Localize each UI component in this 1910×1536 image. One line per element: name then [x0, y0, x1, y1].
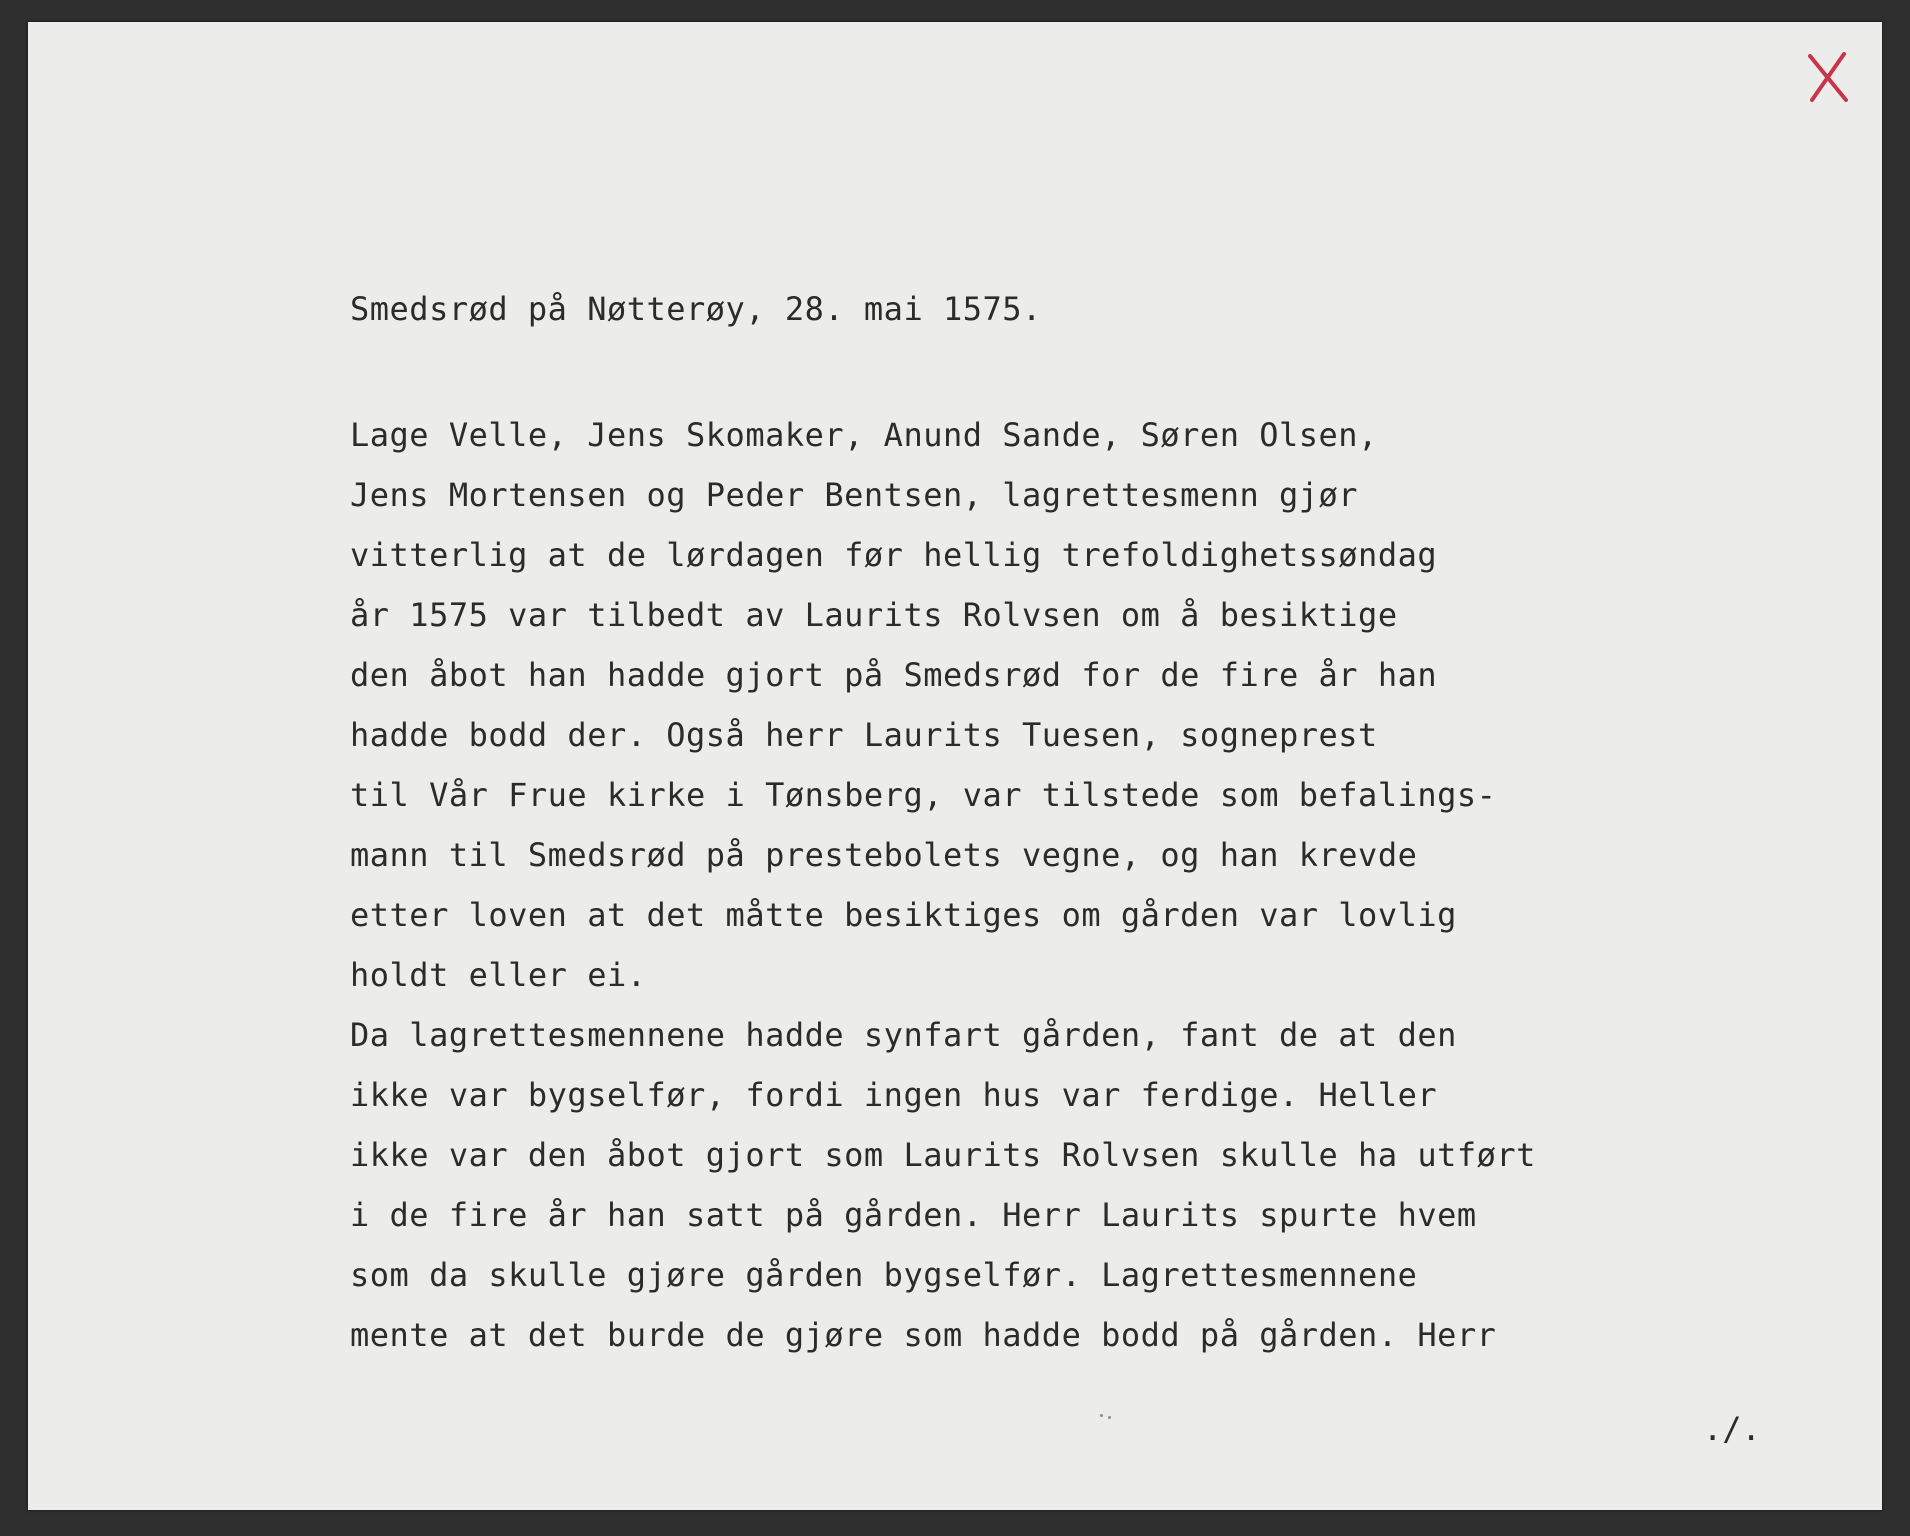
body-line-3: vitterlig at de lørdagen før hellig trefoldighetssøndag — [350, 536, 1438, 574]
body-line-16: mente at det burde de gjøre som hadde bodd på gården. Herr — [350, 1316, 1497, 1354]
body-line-10: holdt eller ei. — [350, 956, 647, 994]
body-line-13: ikke var den åbot gjort som Laurits Rolvsen skulle ha utført — [350, 1136, 1536, 1174]
document-page — [28, 22, 1882, 1510]
paper-speck — [1100, 1414, 1103, 1417]
body-line-5: den åbot han hadde gjort på Smedsrød for de fire år han — [350, 656, 1438, 694]
body-line-2: Jens Mortensen og Peder Bentsen, lagrettesmenn gjør — [350, 476, 1359, 514]
body-line-6: hadde bodd der. Også herr Laurits Tuesen, sogneprest — [350, 716, 1378, 754]
red-x-mark — [1804, 52, 1852, 104]
body-line-8: mann til Smedsrød på prestebolets vegne, og han krevde — [350, 836, 1418, 874]
body-line-15: som da skulle gjøre gården bygselfør. Lagrettesmennene — [350, 1256, 1418, 1294]
body-line-1: Lage Velle, Jens Skomaker, Anund Sande, Søren Olsen, — [350, 416, 1378, 454]
body-line-14: i de fire år han satt på gården. Herr Laurits spurte hvem — [350, 1196, 1477, 1234]
paper-speck — [1108, 1416, 1111, 1419]
document-title: Smedsrød på Nøtterøy, 28. mai 1575. — [350, 290, 1042, 328]
body-line-4: år 1575 var tilbedt av Laurits Rolvsen om å besiktige — [350, 596, 1398, 634]
body-line-11: Da lagrettesmennene hadde synfart gården, fant de at den — [350, 1016, 1457, 1054]
document-body — [350, 405, 1536, 1365]
body-line-7: til Vår Frue kirke i Tønsberg, var tilstede som befalings- — [350, 776, 1497, 814]
body-line-9: etter loven at det måtte besiktiges om gården var lovlig — [350, 896, 1457, 934]
body-line-12: ikke var bygselfør, fordi ingen hus var ferdige. Heller — [350, 1076, 1438, 1114]
continuation-mark: ./. — [1703, 1410, 1761, 1448]
